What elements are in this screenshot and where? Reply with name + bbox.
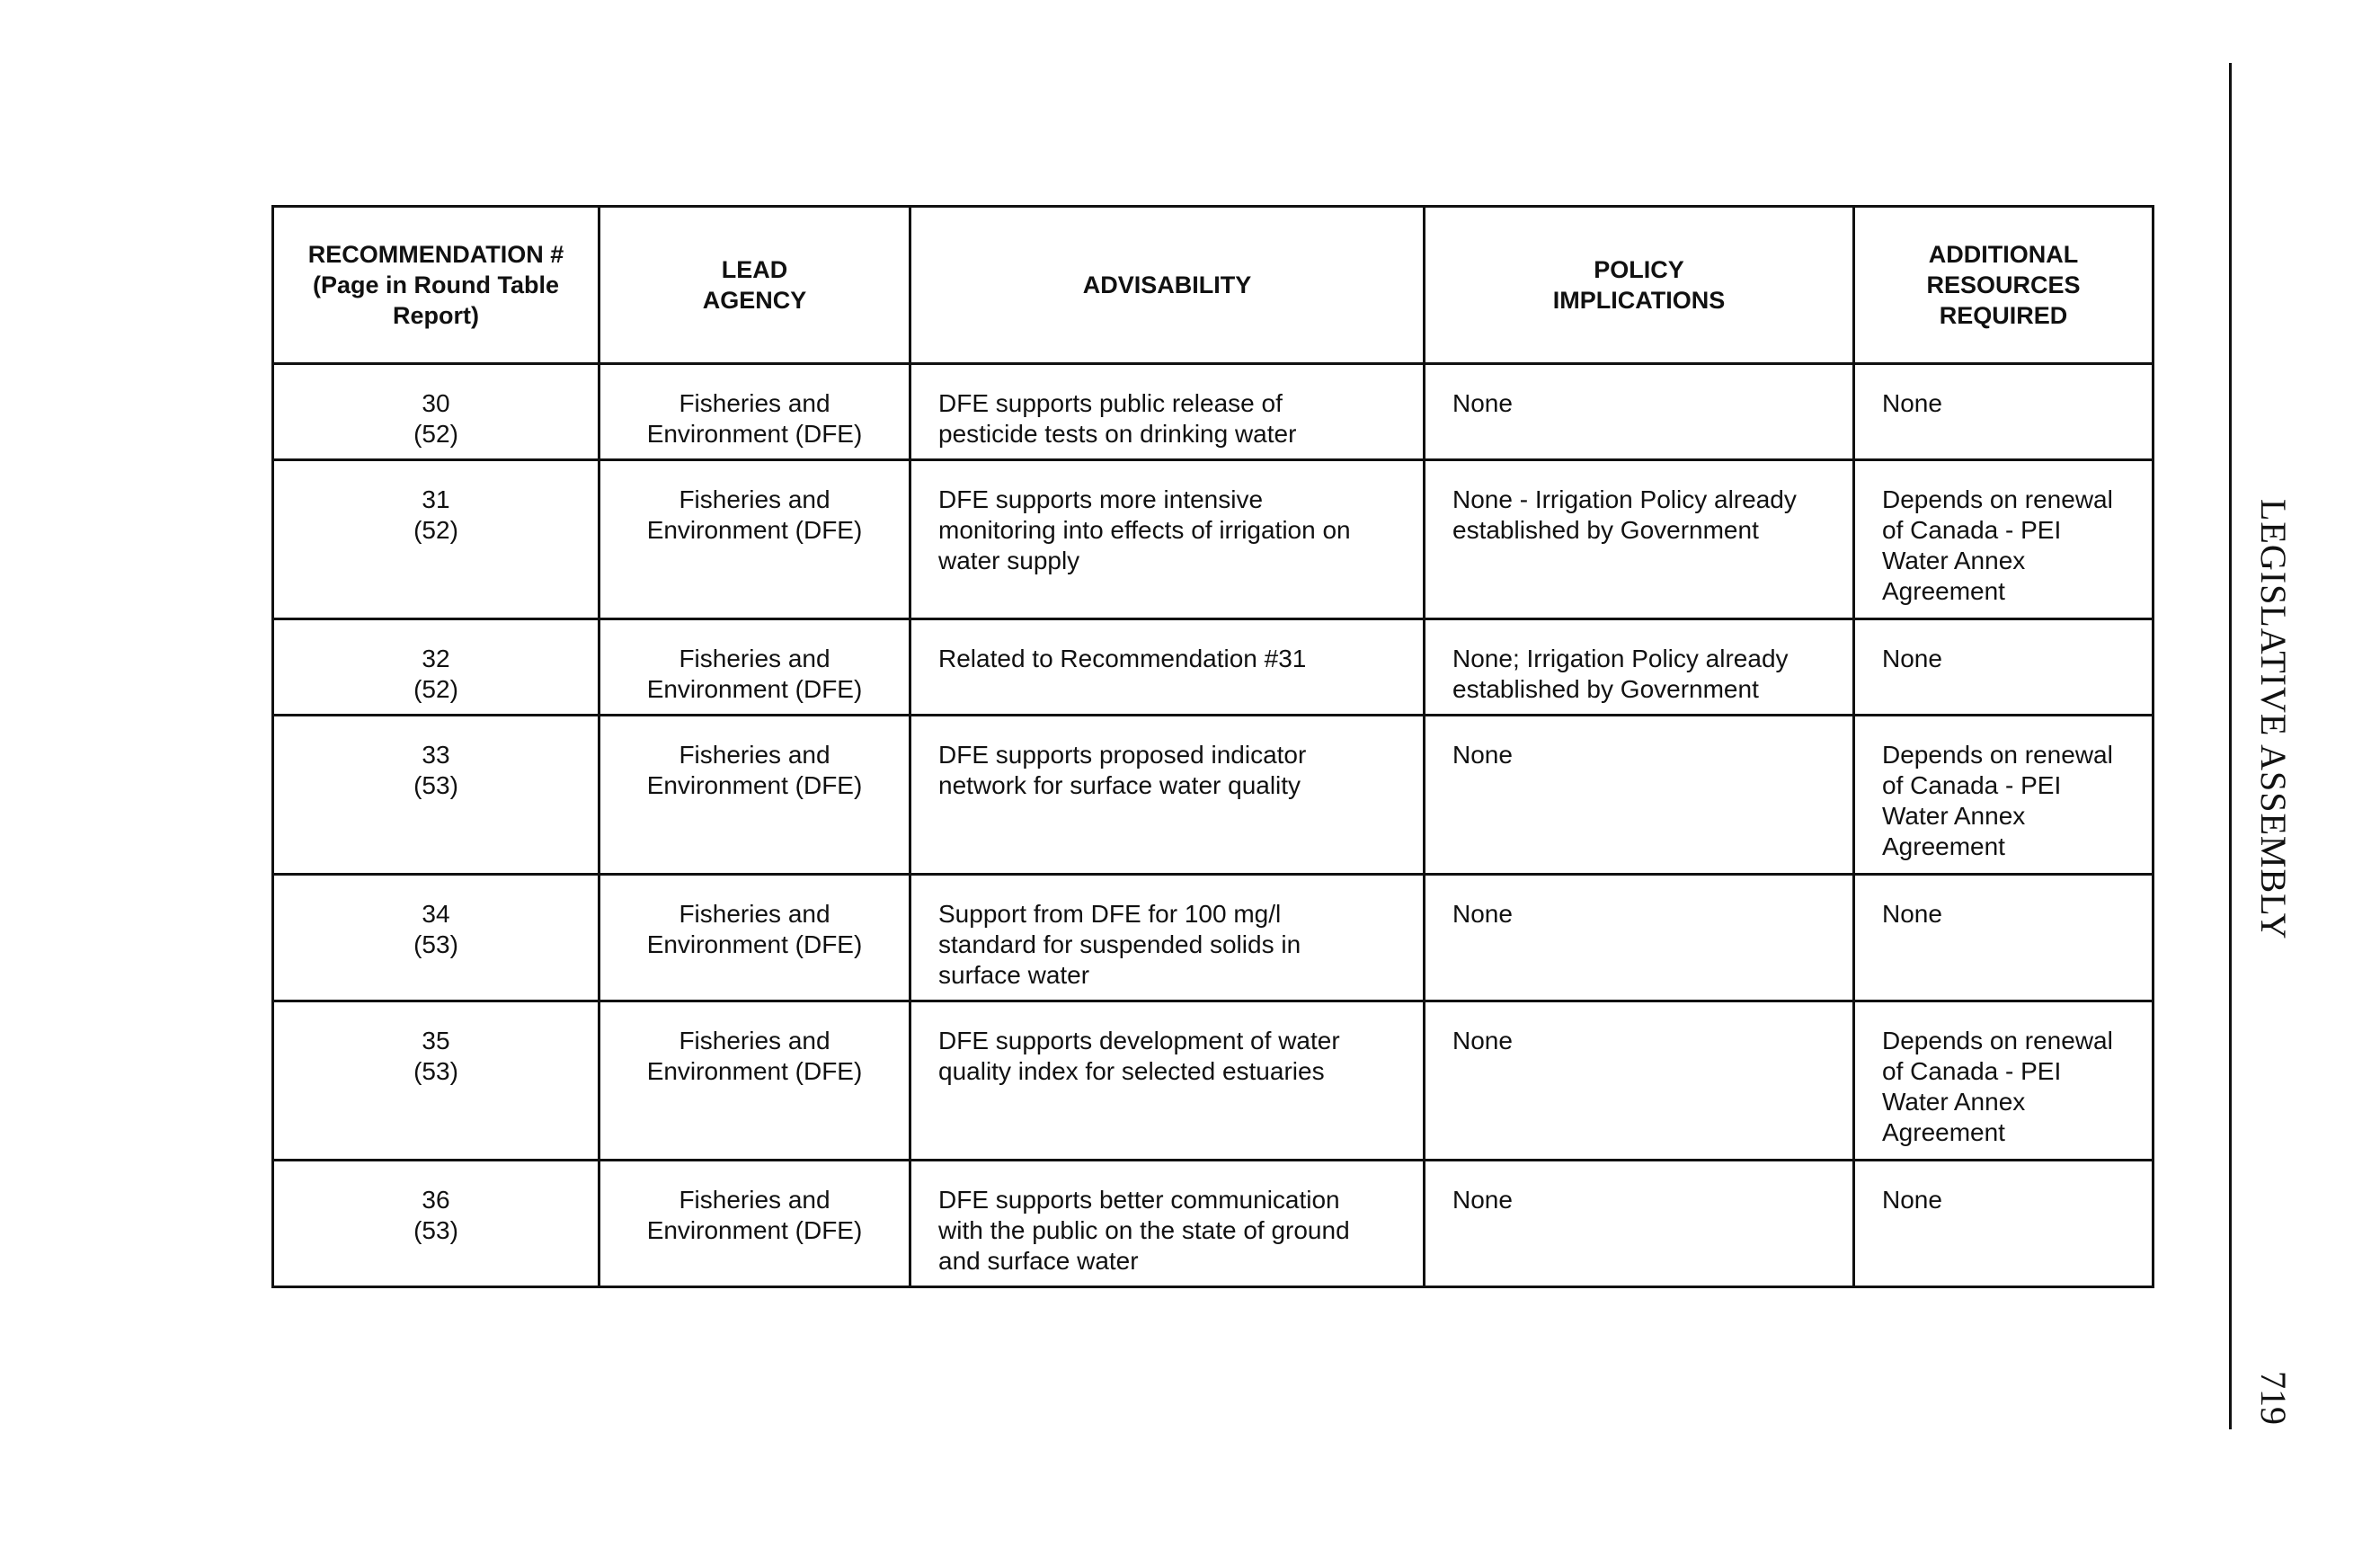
cell-line: pesticide tests on drinking water xyxy=(938,420,1297,448)
cell-line: Fisheries and xyxy=(679,900,830,928)
cell-line: and surface water xyxy=(938,1247,1139,1275)
table-row xyxy=(273,619,2154,716)
cell-line: None - Irrigation Policy already xyxy=(1452,485,1797,513)
cell-line: 34 xyxy=(422,900,450,928)
cell-line: (53) xyxy=(413,930,458,958)
cell-line: DFE supports proposed indicator xyxy=(938,741,1307,769)
cell-line: monitoring into effects of irrigation on xyxy=(938,516,1351,544)
header-line: AGENCY xyxy=(702,287,807,314)
cell-agency xyxy=(599,619,910,716)
cell-line: 30 xyxy=(422,389,450,417)
cell-resources xyxy=(1854,1161,2154,1287)
cell-line: Water Annex xyxy=(1882,1088,2026,1116)
cell-policy xyxy=(1425,716,1854,875)
cell-line: (53) xyxy=(413,1057,458,1085)
cell-policy xyxy=(1425,619,1854,716)
recommendations-table xyxy=(271,205,2154,1288)
cell-agency xyxy=(599,875,910,1001)
cell-line: standard for suspended solids in xyxy=(938,930,1301,958)
table-row xyxy=(273,1001,2154,1161)
cell-line: DFE supports public release of xyxy=(938,389,1283,417)
cell-line: None xyxy=(1452,741,1513,769)
cell-line: Environment (DFE) xyxy=(646,516,863,544)
cell-resources xyxy=(1854,1001,2154,1161)
cell-line: network for surface water quality xyxy=(938,771,1301,799)
cell-line: None xyxy=(1452,1186,1513,1214)
cell-line: water supply xyxy=(938,547,1080,574)
cell-line: Agreement xyxy=(1882,832,2005,860)
header-line: ADVISABILITY xyxy=(1082,271,1252,298)
header-line: LEAD xyxy=(721,256,788,283)
cell-advisability xyxy=(910,1161,1425,1287)
cell-recommendation xyxy=(273,1161,599,1287)
header-line: Report) xyxy=(393,302,479,329)
cell-recommendation xyxy=(273,364,599,460)
cell-line: Agreement xyxy=(1882,577,2005,605)
cell-line: Environment (DFE) xyxy=(646,771,863,799)
cell-agency xyxy=(599,460,910,619)
cell-line: None xyxy=(1452,389,1513,417)
cell-line: (53) xyxy=(413,771,458,799)
table-row xyxy=(273,460,2154,619)
header-line: POLICY xyxy=(1594,256,1684,283)
cell-advisability xyxy=(910,460,1425,619)
cell-policy xyxy=(1425,460,1854,619)
cell-agency xyxy=(599,1161,910,1287)
cell-line: None xyxy=(1452,1027,1513,1054)
cell-line: Environment (DFE) xyxy=(646,930,863,958)
cell-line: None xyxy=(1452,900,1513,928)
header-advisability xyxy=(910,207,1425,364)
cell-advisability xyxy=(910,875,1425,1001)
cell-line: Water Annex xyxy=(1882,802,2026,830)
running-title: LEGISLATIVE ASSEMBLY xyxy=(2253,499,2294,940)
cell-line: of Canada - PEI xyxy=(1882,771,2062,799)
cell-line: DFE supports development of water xyxy=(938,1027,1340,1054)
cell-line: None xyxy=(1882,900,1942,928)
header-line: IMPLICATIONS xyxy=(1552,287,1726,314)
cell-recommendation xyxy=(273,875,599,1001)
cell-line: 32 xyxy=(422,645,450,672)
header-line: (Page in Round Table xyxy=(312,271,559,298)
page-number: 719 xyxy=(2253,1371,2294,1425)
cell-line: of Canada - PEI xyxy=(1882,1057,2062,1085)
cell-policy xyxy=(1425,364,1854,460)
cell-advisability xyxy=(910,716,1425,875)
cell-line: Depends on renewal xyxy=(1882,741,2113,769)
cell-resources xyxy=(1854,875,2154,1001)
header-recommendation xyxy=(273,207,599,364)
header-line: ADDITIONAL xyxy=(1928,241,2079,268)
cell-advisability xyxy=(910,1001,1425,1161)
cell-line: Fisheries and xyxy=(679,645,830,672)
cell-line: Depends on renewal xyxy=(1882,1027,2113,1054)
cell-line: Support from DFE for 100 mg/l xyxy=(938,900,1282,928)
cell-policy xyxy=(1425,1001,1854,1161)
cell-line: Environment (DFE) xyxy=(646,420,863,448)
table-row xyxy=(273,875,2154,1001)
cell-line: Environment (DFE) xyxy=(646,675,863,703)
table-row xyxy=(273,1161,2154,1287)
cell-line: quality index for selected estuaries xyxy=(938,1057,1325,1085)
cell-line: with the public on the state of ground xyxy=(938,1216,1350,1244)
cell-agency xyxy=(599,364,910,460)
cell-line: 36 xyxy=(422,1186,450,1214)
header-additional-resources xyxy=(1854,207,2154,364)
cell-line: None xyxy=(1882,1186,1942,1214)
cell-line: (52) xyxy=(413,516,458,544)
cell-line: 31 xyxy=(422,485,450,513)
margin-rule xyxy=(2229,63,2232,1429)
cell-recommendation xyxy=(273,1001,599,1161)
cell-line: (52) xyxy=(413,675,458,703)
header-line: REQUIRED xyxy=(1939,302,2068,329)
cell-line: (53) xyxy=(413,1216,458,1244)
table-row xyxy=(273,716,2154,875)
cell-line: DFE supports better communication xyxy=(938,1186,1340,1214)
cell-line: established by Government xyxy=(1452,675,1759,703)
table-header-row xyxy=(273,207,2154,364)
cell-line: 33 xyxy=(422,741,450,769)
cell-line: Water Annex xyxy=(1882,547,2026,574)
cell-resources xyxy=(1854,460,2154,619)
cell-line: of Canada - PEI xyxy=(1882,516,2062,544)
cell-line: Depends on renewal xyxy=(1882,485,2113,513)
cell-agency xyxy=(599,716,910,875)
cell-line: Agreement xyxy=(1882,1118,2005,1146)
cell-recommendation xyxy=(273,716,599,875)
header-lead-agency xyxy=(599,207,910,364)
cell-line: (52) xyxy=(413,420,458,448)
cell-line: Fisheries and xyxy=(679,1027,830,1054)
cell-line: 35 xyxy=(422,1027,450,1054)
cell-line: Fisheries and xyxy=(679,741,830,769)
cell-line: None xyxy=(1882,389,1942,417)
cell-line: Related to Recommendation #31 xyxy=(938,645,1307,672)
cell-policy xyxy=(1425,1161,1854,1287)
header-line: RESOURCES xyxy=(1926,271,2081,298)
cell-advisability xyxy=(910,364,1425,460)
cell-resources xyxy=(1854,364,2154,460)
cell-line: DFE supports more intensive xyxy=(938,485,1264,513)
cell-line: Fisheries and xyxy=(679,485,830,513)
cell-line: Fisheries and xyxy=(679,389,830,417)
cell-line: established by Government xyxy=(1452,516,1759,544)
cell-line: Environment (DFE) xyxy=(646,1057,863,1085)
cell-recommendation xyxy=(273,460,599,619)
cell-line: None xyxy=(1882,645,1942,672)
cell-agency xyxy=(599,1001,910,1161)
cell-line: None; Irrigation Policy already xyxy=(1452,645,1789,672)
header-line: RECOMMENDATION # xyxy=(307,241,564,268)
cell-policy xyxy=(1425,875,1854,1001)
cell-resources xyxy=(1854,619,2154,716)
cell-line: Environment (DFE) xyxy=(646,1216,863,1244)
cell-advisability xyxy=(910,619,1425,716)
header-policy-implications xyxy=(1425,207,1854,364)
cell-resources xyxy=(1854,716,2154,875)
cell-recommendation xyxy=(273,619,599,716)
cell-line: surface water xyxy=(938,961,1090,989)
cell-line: Fisheries and xyxy=(679,1186,830,1214)
table-row xyxy=(273,364,2154,460)
